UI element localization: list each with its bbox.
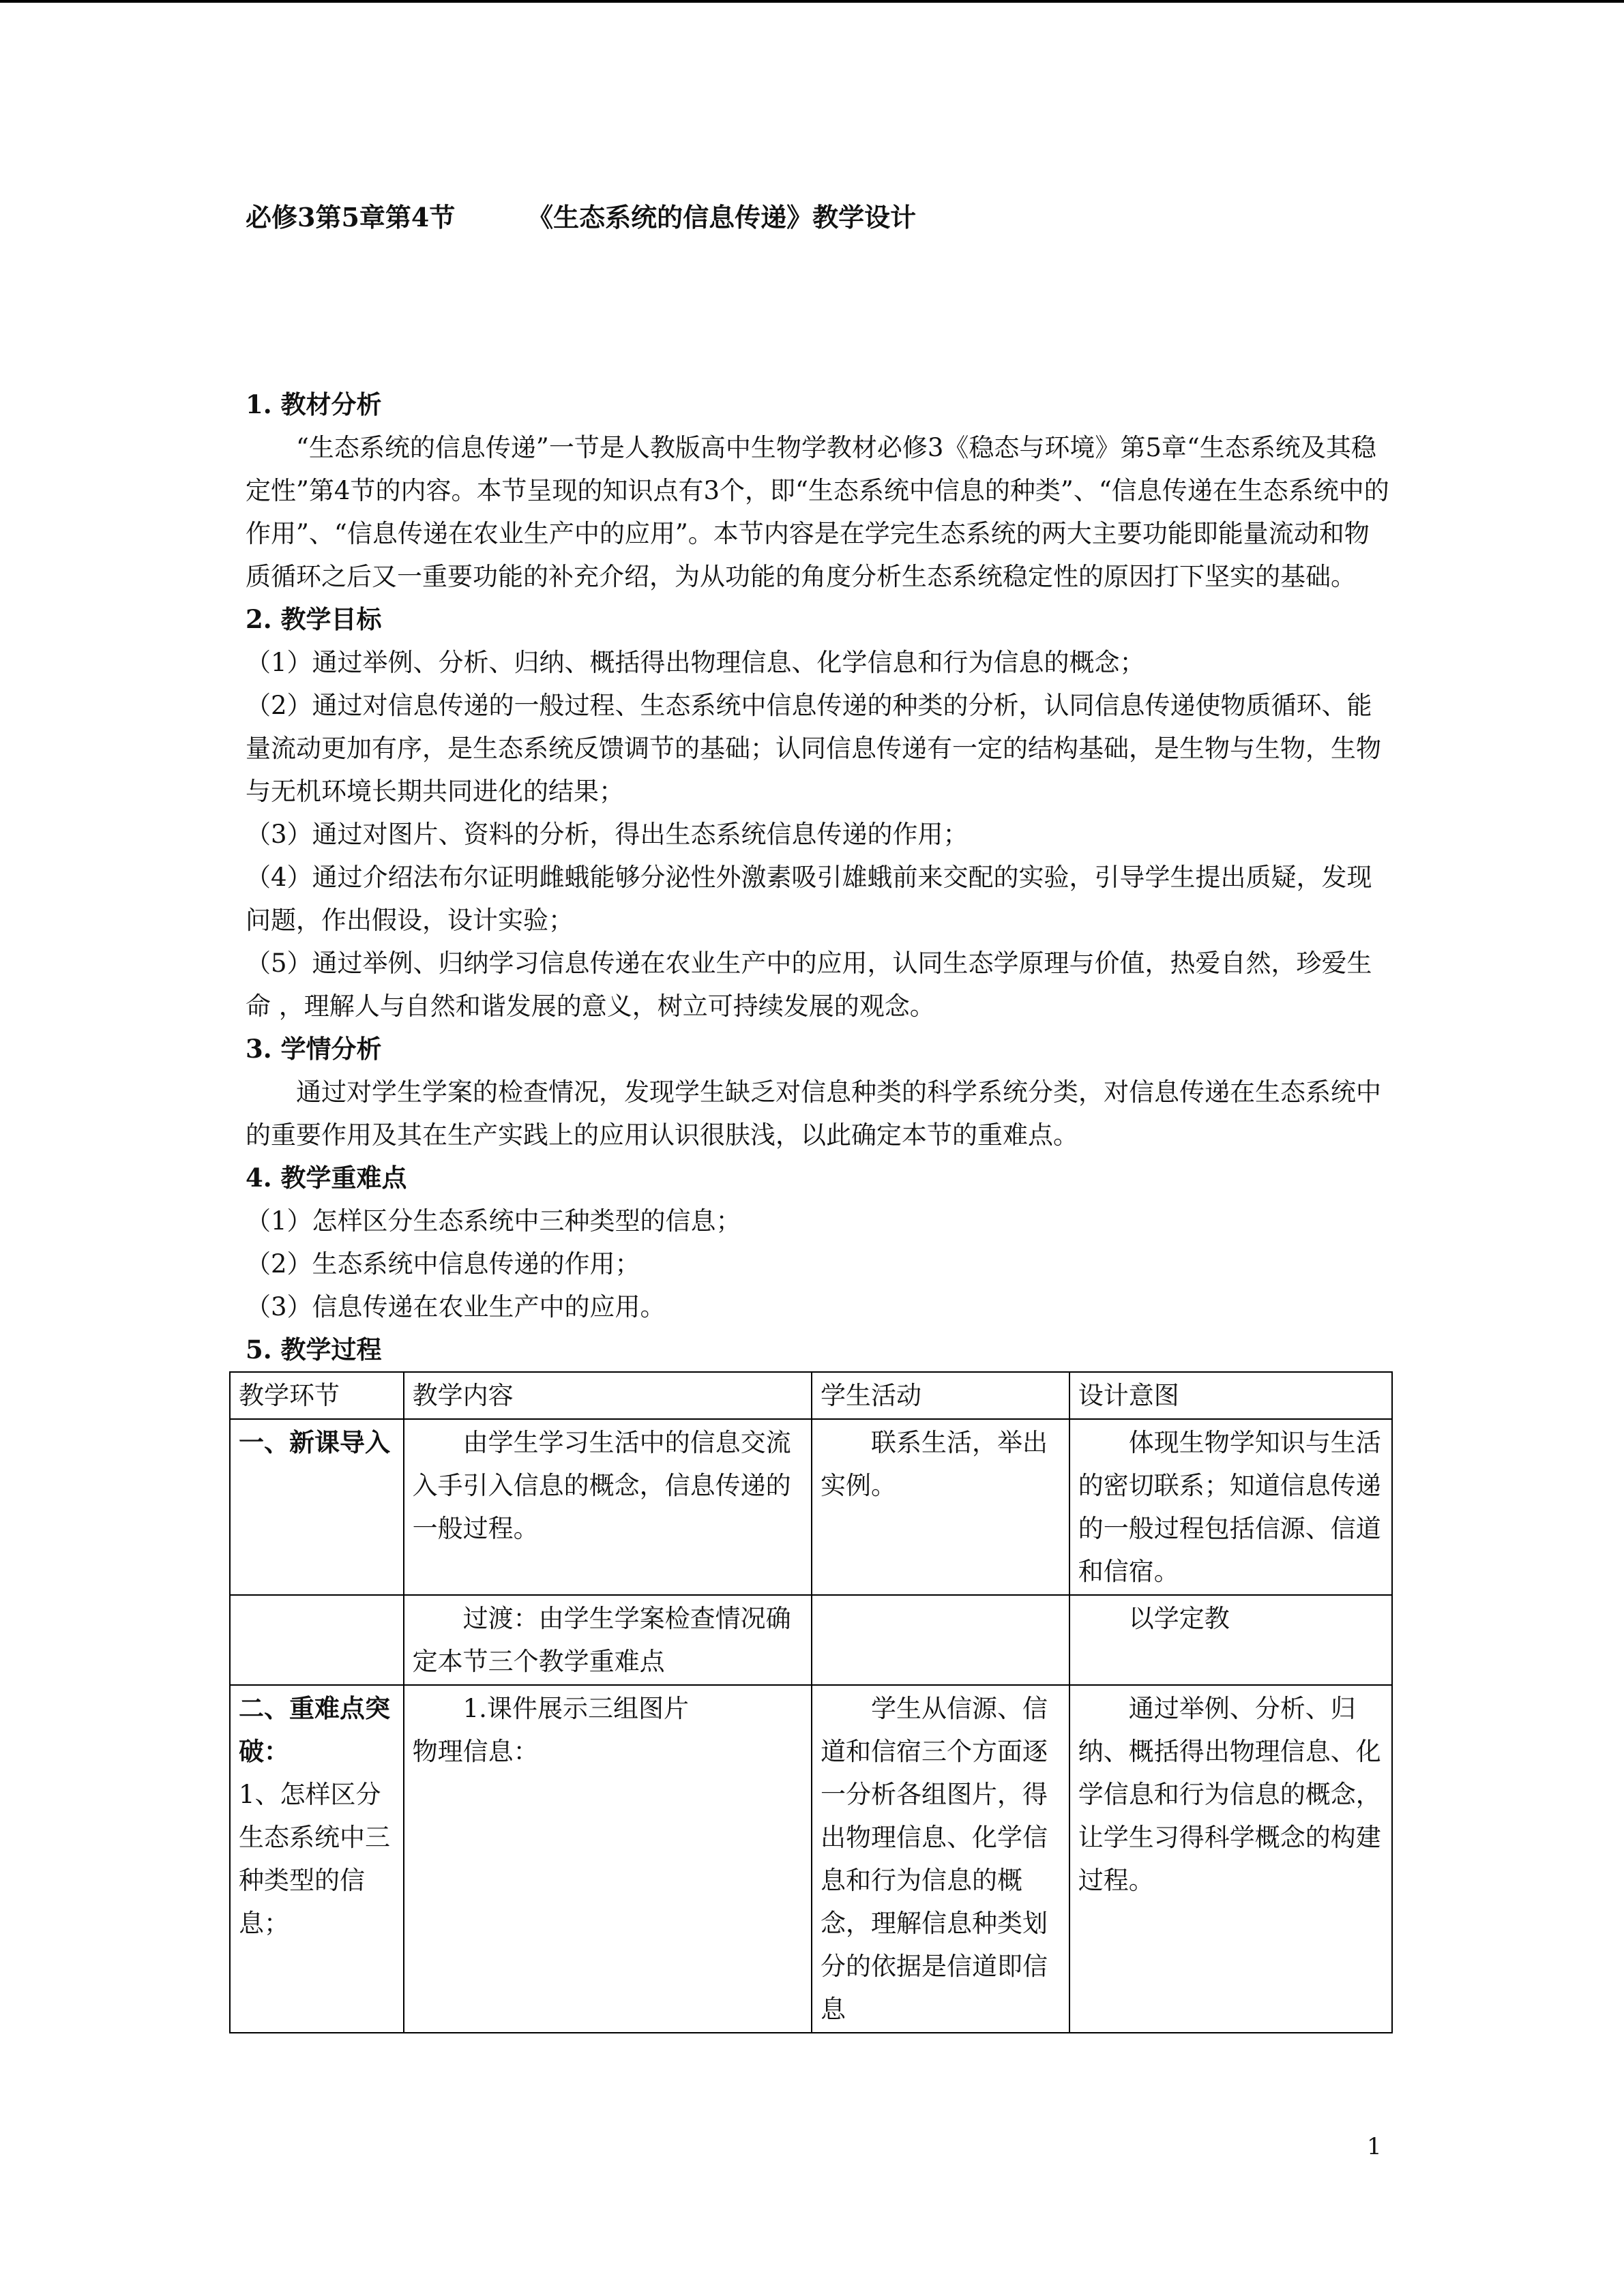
objective-item: （5）通过举例、归纳学习信息传递在农业生产中的应用，认同生态学原理与价值，热爱自然，珍爱生命 ，理解人与自然和谐发展的意义，树立可持续发展的观念。 [246,949,1372,1021]
table-cell: 以学定教 [1069,1595,1392,1685]
key-point-item: （1）怎样区分生态系统中三种类型的信息； [246,1206,741,1236]
table-header-row [230,1372,1392,1419]
section-4-heading: 4. 教学重难点 [246,1163,407,1193]
document-title: 必修3第5章第4节 《生态系统的信息传递》教学设计 [246,202,917,233]
table-cell: 通过举例、分析、归纳、概括得出物理信息、化学信息和行为信息的概念，让学生习得科学概念的构建过程。 [1069,1685,1392,2033]
table-cell [230,1685,404,2033]
objective-item: （1）通过举例、分析、归纳、概括得出物理信息、化学信息和行为信息的概念； [246,648,1145,677]
section-1-heading: 1. 教材分析 [246,389,382,419]
table-row [230,1685,1392,2033]
table-cell: 一、新课导入 [230,1419,404,1595]
document-body [239,383,1393,2033]
table-header-cell: 教学内容 [404,1372,812,1419]
table-cell-text: 1.课件展示三组图片 [462,1694,689,1723]
key-point-item: （2）生态系统中信息传递的作用； [246,1249,640,1279]
objective-item: （2）通过对信息传递的一般过程、生态系统中信息传递的种类的分析，认同信息传递使物质循环、能量流动更加有序，是生态系统反馈调节的基础；认同信息传递有一定的结构基础，是生物与生物，生物与无机环境长期共同进化的结果； [246,691,1381,806]
table-cell [812,1595,1069,1685]
table-cell-text: 物理信息： [412,1737,539,1766]
table-cell: 由学生学习生活中的信息交流入手引入信息的概念，信息传递的一般过程。 [404,1419,812,1595]
table-cell [230,1595,404,1685]
section-5-heading: 5. 教学过程 [246,1335,382,1365]
section-1-text: “生态系统的信息传递”一节是人教版高中生物学教材必修3《稳态与环境》第5章“生态系统及其稳定性”第4节的内容。本节呈现的知识点有3个，即“生态系统中信息的种类”、“信息传递在生态系统中的作用”、“信息传递在农业生产中的应用”。本节内容是在学完生态系统的两大主要功能即能量流动和物质循环之后又一重要功能的补充介绍，为从功能的角度分析生态系统稳定性的原因打下坚实的基础。 [246,433,1389,591]
document-page [239,198,1393,2033]
table-row [230,1595,1392,1685]
objective-item: （3）通过对图片、资料的分析，得出生态系统信息传递的作用； [246,820,969,849]
table-header-cell: 教学环节 [230,1372,404,1419]
table-header-cell: 设计意图 [1069,1372,1392,1419]
table-cell: 过渡：由学生学案检查情况确定本节三个教学重难点 [404,1595,812,1685]
table-cell [404,1685,812,2033]
table-cell: 学生从信源、信道和信宿三个方面逐一分析各组图片，得出物理信息、化学信息和行为信息的概念，理解信息种类划分的依据是信道即信息 [812,1685,1069,2033]
top-border-line [0,0,1624,3]
table-cell-text: 1、怎样区分生态系统中三种类型的信息； [239,1780,390,1938]
page-number: 1 [1367,2133,1382,2160]
teaching-process-table [229,1371,1393,2033]
table-header-cell: 学生活动 [812,1372,1069,1419]
table-row [230,1419,1392,1595]
section-2-heading: 2. 教学目标 [246,604,382,634]
key-point-item: （3）信息传递在农业生产中的应用。 [246,1292,666,1322]
section-3-heading: 3. 学情分析 [246,1034,382,1064]
section-3-text: 通过对学生学案的检查情况，发现学生缺乏对信息种类的科学系统分类，对信息传递在生态系统中的重要作用及其在生产实践上的应用认识很肤浅，以此确定本节的重难点。 [246,1077,1381,1150]
table-cell: 联系生活，举出实例。 [812,1419,1069,1595]
table-cell-heading: 二、重难点突破： [239,1693,390,1766]
table-cell: 体现生物学知识与生活的密切联系；知道信息传递的一般过程包括信源、信道和信宿。 [1069,1419,1392,1595]
objective-item: （4）通过介绍法布尔证明雌蛾能够分泌性外激素吸引雄蛾前来交配的实验，引导学生提出质疑，发现问题，作出假设，设计实验； [246,863,1372,935]
